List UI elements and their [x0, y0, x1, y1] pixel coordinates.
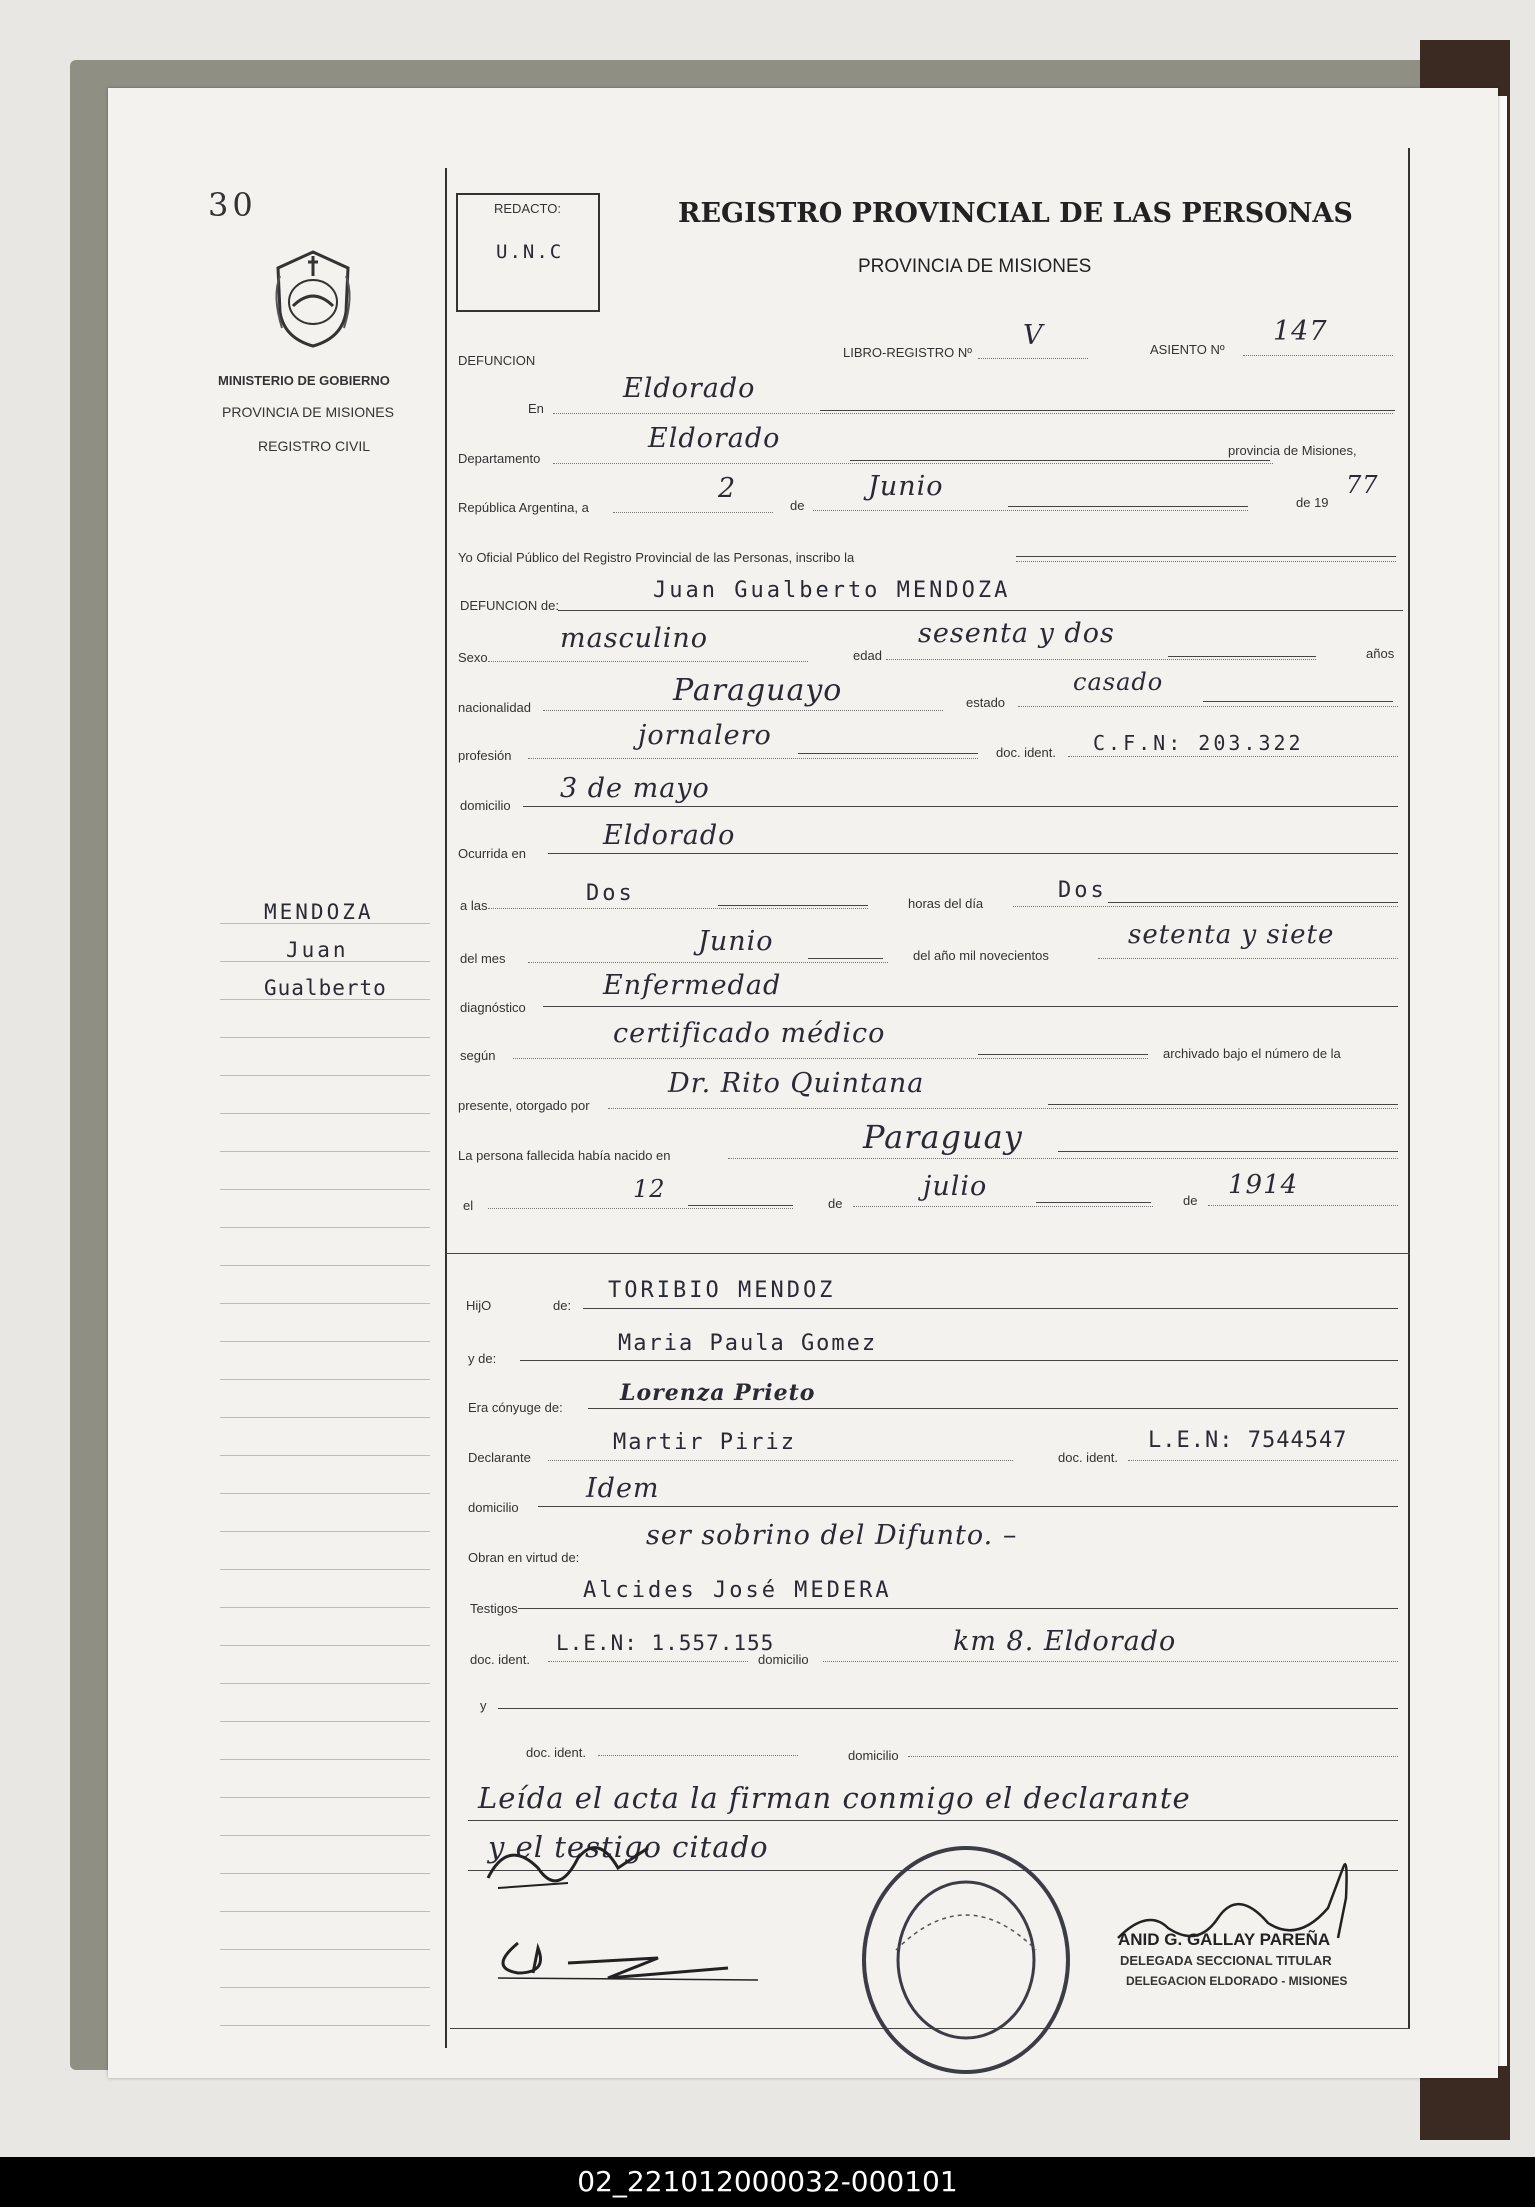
- obran-label: Obran en virtud de:: [468, 1550, 580, 1565]
- domicilio-value: 3 de mayo: [560, 773, 710, 804]
- obran-value: ser sobrino del Difunto. –: [646, 1520, 1018, 1551]
- ministry-line3: REGISTRO CIVIL: [258, 438, 371, 454]
- redacto-label: REDACTO:: [494, 201, 561, 216]
- document-subtitle: PROVINCIA DE MISIONES: [858, 256, 1092, 277]
- asiento-value: 147: [1273, 316, 1328, 347]
- margin-ruled-line: [220, 1531, 430, 1532]
- y-label: y: [480, 1698, 487, 1713]
- doc2-label: doc. ident.: [526, 1745, 586, 1760]
- margin-ruled-line: [220, 1759, 430, 1760]
- libro-label: LIBRO-REGISTRO Nº: [843, 345, 972, 360]
- a-las-value: Dos: [586, 881, 635, 906]
- frame-right-line: [1408, 148, 1410, 2028]
- doc-ident-value: C.F.N: 203.322: [1093, 731, 1304, 755]
- ministry-line1: MINISTERIO DE GOBIERNO: [218, 373, 390, 388]
- el-de2-label: de: [1183, 1193, 1198, 1208]
- de19-label: de 19: [1296, 495, 1329, 510]
- el-dia-value: 12: [633, 1175, 666, 1203]
- margin-ruled-line: [220, 1417, 430, 1418]
- hijo-de-label: de:: [553, 1298, 572, 1313]
- el-mes-value: julio: [923, 1171, 988, 1202]
- closing-line1: Leída el acta la firman conmigo el declarante: [478, 1781, 1191, 1815]
- redacto-value: U.N.C: [496, 241, 564, 263]
- declarant-signature-icon: [478, 1828, 658, 1908]
- margin-ruled-line: [220, 1265, 430, 1266]
- stamp-line1: ANID G. GALLAY PAREÑA: [1118, 1930, 1331, 1949]
- margin-ruled-line: [220, 1569, 430, 1570]
- declarante-doc-label: doc. ident.: [1058, 1450, 1118, 1465]
- dia-value: 2: [718, 473, 737, 504]
- margin-ruled-line: [220, 1341, 430, 1342]
- margin-ruled-line: [220, 1493, 430, 1494]
- margin-ruled-line: [220, 2025, 430, 2026]
- margin-ruled-line: [220, 1607, 430, 1608]
- register-page: [108, 88, 1498, 2078]
- margin-ruled-line: [220, 1113, 430, 1114]
- ocurrida-label: Ocurrida en: [458, 846, 526, 861]
- page-number: 30: [208, 186, 257, 224]
- edad-value: sesenta y dos: [918, 618, 1115, 649]
- witness-signature-icon: [478, 1928, 778, 1988]
- republica-label: República Argentina, a: [458, 500, 589, 515]
- declarante-dom-label: domicilio: [468, 1500, 519, 1515]
- nacido-label: La persona fallecida había nacido en: [458, 1148, 671, 1163]
- margin-ruled-line: [220, 1797, 430, 1798]
- diagnostico-label: diagnóstico: [460, 1000, 526, 1015]
- profesion-label: profesión: [458, 748, 512, 763]
- margin-ruled-line: [220, 1949, 430, 1950]
- conyuge-value: Lorenza Prieto: [620, 1380, 816, 1406]
- testigos-label: Testigos: [470, 1601, 518, 1616]
- horas-label: horas del día: [908, 896, 984, 911]
- estado-label: estado: [966, 695, 1006, 710]
- official-seal-icon: [856, 1840, 1076, 2080]
- edad-label: edad: [853, 648, 882, 663]
- anos-label: años: [1366, 646, 1395, 661]
- defuncion-header: DEFUNCION: [458, 353, 536, 368]
- libro-value: V: [1023, 320, 1044, 351]
- mes-value: Junio: [868, 471, 944, 502]
- coat-of-arms-icon: [268, 246, 358, 350]
- margin-ruled-line: [220, 1835, 430, 1836]
- segun-label: según: [460, 1048, 496, 1063]
- asiento-label: ASIENTO Nº: [1150, 342, 1225, 357]
- margin-given-name: Juan: [286, 938, 349, 962]
- madre-value: Maria Paula Gomez: [618, 1331, 878, 1356]
- horas-value: Dos: [1058, 878, 1107, 903]
- el-de-label: de: [828, 1196, 843, 1211]
- margin-ruled-line: [220, 1721, 430, 1722]
- declarante-doc-value: L.E.N: 7544547: [1148, 1428, 1348, 1453]
- el-label: el: [463, 1198, 474, 1213]
- oficial-text: Yo Oficial Público del Registro Provincial de las Personas, inscribo la: [458, 550, 855, 565]
- margin-ruled-line: [220, 1379, 430, 1380]
- declarante-value: Martir Piriz: [613, 1430, 796, 1455]
- y-de-label: y de:: [468, 1351, 497, 1366]
- doc-ident-label: doc. ident.: [996, 745, 1056, 760]
- margin-ruled-line: [220, 1987, 430, 1988]
- de-label: de: [790, 498, 805, 513]
- estado-value: casado: [1073, 668, 1164, 696]
- margin-ruled-line: [220, 1227, 430, 1228]
- redacto-box: [456, 193, 600, 312]
- sexo-value: masculino: [560, 623, 708, 654]
- stamp-line2: DELEGADA SECCIONAL TITULAR: [1120, 1953, 1332, 1968]
- testigo-doc-value: L.E.N: 1.557.155: [556, 1631, 775, 1655]
- document-title: REGISTRO PROVINCIAL DE LAS PERSONAS: [678, 198, 1353, 229]
- a-las-label: a las: [460, 898, 488, 913]
- section-divider: [445, 1253, 1410, 1254]
- testigo-dom-value: km 8. Eldorado: [953, 1626, 1177, 1657]
- stamp-line3: DELEGACION ELDORADO - MISIONES: [1126, 1974, 1348, 1988]
- archivado-label: archivado bajo el número de la: [1163, 1046, 1341, 1061]
- anio-mil-label: del año mil novecientos: [913, 948, 1049, 963]
- testigos-value: Alcides José MEDERA: [583, 1578, 892, 1603]
- presente-value: Dr. Rito Quintana: [668, 1068, 925, 1099]
- departamento-value: Eldorado: [648, 423, 781, 454]
- declarante-label: Declarante: [468, 1450, 531, 1465]
- testigo-dom-label: domicilio: [758, 1652, 809, 1667]
- ministry-line2: PROVINCIA DE MISIONES: [222, 404, 394, 420]
- margin-ruled-line: [220, 1645, 430, 1646]
- defuncion-de-value: Juan Gualberto MENDOZA: [653, 578, 1011, 603]
- declarante-dom-value: Idem: [586, 1473, 660, 1504]
- closing-line2: y el testigo citado: [488, 1830, 769, 1864]
- testigo-doc-label: doc. ident.: [470, 1652, 530, 1667]
- margin-ruled-line: [220, 1303, 430, 1304]
- sexo-label: Sexo: [458, 650, 488, 665]
- hijo-label: HijO: [466, 1298, 492, 1313]
- domicilio-label: domicilio: [460, 798, 511, 813]
- nacido-value: Paraguay: [863, 1118, 1023, 1156]
- en-label: En: [528, 401, 544, 416]
- dom2-label: domicilio: [848, 1748, 899, 1763]
- defuncion-de-label: DEFUNCION de:: [460, 598, 559, 613]
- margin-ruled-line: [220, 1911, 430, 1912]
- margin-ruled-line: [220, 1037, 430, 1038]
- anio-mil-value: setenta y siete: [1128, 920, 1335, 950]
- margin-middle-name: Gualberto: [264, 976, 387, 1000]
- padre-value: TORIBIO MENDOZ: [608, 1278, 836, 1303]
- presente-label: presente, otorgado por: [458, 1098, 590, 1113]
- segun-value: certificado médico: [613, 1018, 886, 1049]
- diagnostico-value: Enfermedad: [603, 970, 782, 1001]
- del-mes-label: del mes: [460, 951, 506, 966]
- margin-ruled-line: [220, 1075, 430, 1076]
- conyuge-label: Era cónyuge de:: [468, 1400, 563, 1415]
- anio-value: 77: [1346, 471, 1379, 499]
- margin-ruled-line: [220, 1151, 430, 1152]
- departamento-label: Departamento: [458, 451, 541, 466]
- frame-left-line: [445, 168, 447, 2048]
- margin-surname: MENDOZA: [264, 900, 374, 924]
- el-anio-value: 1914: [1228, 1170, 1299, 1200]
- scan-id-footer: 02_221012000032-000101: [0, 2157, 1535, 2207]
- provincia-label: provincia de Misiones,: [1228, 443, 1357, 458]
- margin-ruled-line: [220, 1455, 430, 1456]
- nacionalidad-label: nacionalidad: [458, 700, 532, 715]
- margin-ruled-line: [220, 1873, 430, 1874]
- del-mes-value: Junio: [698, 926, 774, 957]
- margin-ruled-line: [220, 1683, 430, 1684]
- nacionalidad-value: Paraguayo: [673, 673, 843, 708]
- profesion-value: jornalero: [638, 720, 772, 751]
- margin-ruled-line: [220, 1189, 430, 1190]
- en-value: Eldorado: [623, 373, 756, 404]
- ocurrida-value: Eldorado: [603, 820, 736, 851]
